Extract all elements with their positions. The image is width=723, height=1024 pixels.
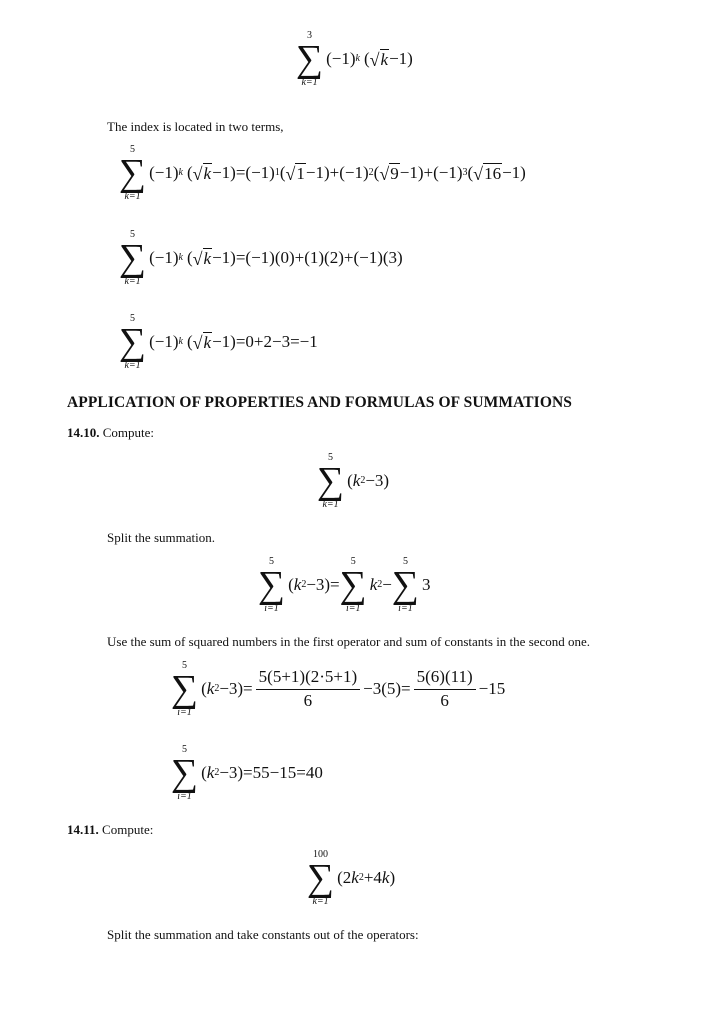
summation-sign: 100 ∑ k=1 bbox=[307, 849, 335, 907]
summation-sign: 5 ∑ k=1 bbox=[317, 452, 345, 510]
equation-expanded-terms: 5 ∑ k=1 (−1) k ( √ k −1) = (−1) 1 ( √ 1 −1)+ (−1) 2 ( √ 9 −1)+ (−1) 3 ( √ 16 −1) bbox=[119, 144, 526, 202]
problem-14-10: 14.10. Compute: bbox=[67, 425, 155, 440]
fraction-evaluated: $\frac{5(6)(11)}{6}$ bbox=[414, 668, 476, 710]
paragraph-index-note: The index is located in two terms, bbox=[107, 119, 284, 134]
equation-intro-sum: 3 ∑ k=1 (−1) k ( √ k −1) bbox=[296, 30, 413, 88]
summation-sign: 3 ∑ k=1 bbox=[296, 30, 324, 88]
summation-sign: 5 ∑ k=1 bbox=[119, 313, 147, 371]
equation-problem-14-11: 100 ∑ k=1 (2 k 2 +4 k ) bbox=[307, 849, 396, 907]
section-heading: APPLICATION OF PROPERTIES AND FORMULAS OF SUMMATIONS bbox=[67, 394, 572, 411]
summation-sign: 5 ∑ i=1 bbox=[339, 556, 367, 614]
summation-sign: 5 ∑ k=1 bbox=[119, 144, 147, 202]
equation-formula-application: 5 ∑ i=1 ( k 2 −3)= $\frac{5(5+1)(2\cdot 5+1)}{6}$ −3(5)= $\frac{5(6)(11)}{6}$ −15 bbox=[171, 660, 506, 718]
equation-evaluated-terms: 5 ∑ k=1 (−1) k ( √ k −1) =(−1)(0)+(1)(2)+(−1)(3) bbox=[119, 229, 403, 287]
fraction-sum-of-squares: $\frac{5(5+1)(2\cdot 5+1)}{6}$ bbox=[256, 668, 360, 710]
paragraph-constants-out: Split the summation and take constants out of the operators: bbox=[107, 927, 419, 942]
summation-sign: 5 ∑ i=1 bbox=[391, 556, 419, 614]
summation-sign: 5 ∑ i=1 bbox=[171, 660, 199, 718]
summation-sign: 5 ∑ i=1 bbox=[258, 556, 286, 614]
problem-14-11: 14.11. Compute: bbox=[67, 822, 154, 837]
equation-final-result: 5 ∑ k=1 (−1) k ( √ k −1) =0+2−3=−1 bbox=[119, 313, 318, 371]
equation-result-40: 5 ∑ i=1 ( k 2 −3)=55−15=40 bbox=[171, 744, 323, 802]
paragraph-split-summation: Split the summation. bbox=[107, 530, 215, 545]
equation-problem-14-10: 5 ∑ k=1 ( k 2 −3) bbox=[317, 452, 390, 510]
sqrt-k: √ k bbox=[369, 49, 389, 71]
equation-split-summation: 5 ∑ i=1 ( k 2 −3)= 5 ∑ i=1 k 2 − 5 ∑ i=1 3 bbox=[258, 556, 431, 614]
summation-sign: 5 ∑ i=1 bbox=[171, 744, 199, 802]
paragraph-squared-numbers: Use the sum of squared numbers in the first operator and sum of constants in the second one. bbox=[107, 634, 591, 649]
summation-sign: 5 ∑ k=1 bbox=[119, 229, 147, 287]
